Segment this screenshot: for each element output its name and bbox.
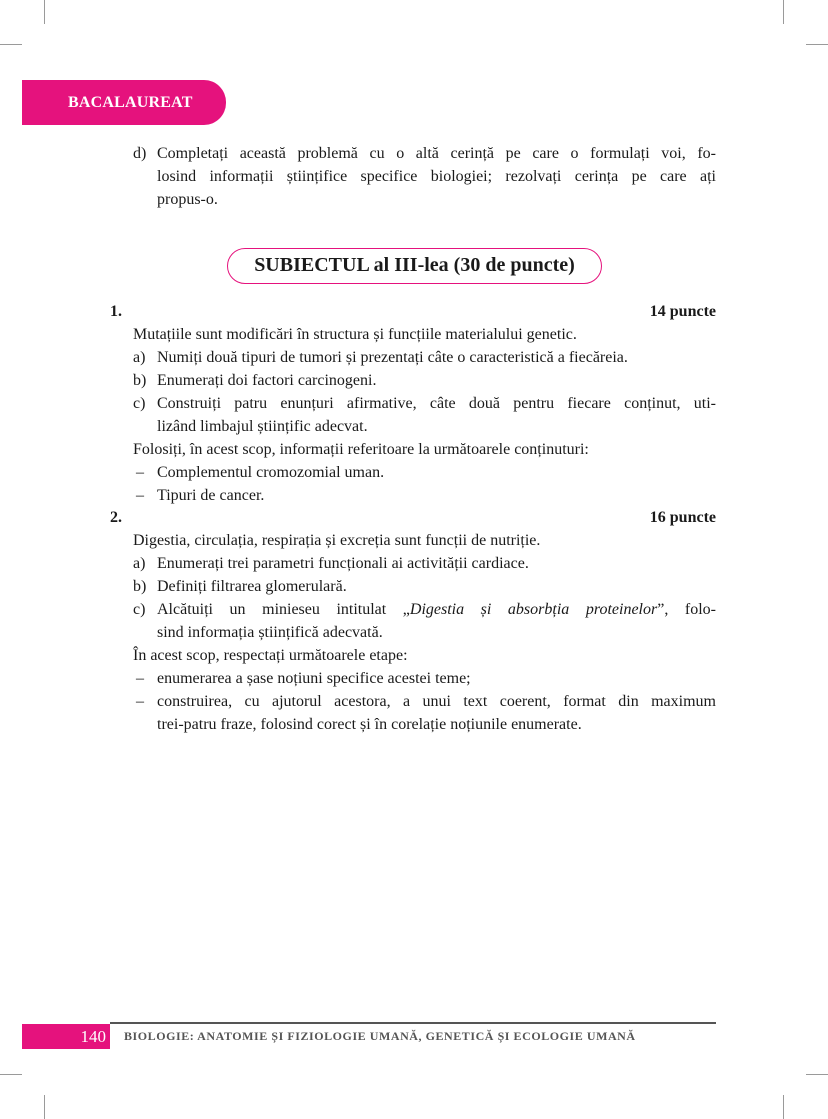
item-text-pre: Alcătuiți un minieseu intitulat „ — [157, 601, 410, 618]
list-item: construirea, cu ajutorul acestora, a unui text coerent, format din maximum — [157, 693, 716, 710]
question-points: 14 puncte — [649, 303, 716, 320]
item-text: sind informația științifică adecvată. — [157, 624, 383, 641]
item-text — [157, 598, 716, 621]
crop-mark — [783, 0, 784, 24]
item-text: Enumerați doi factori carcinogeni. — [157, 372, 377, 389]
question-intro: Mutațiile sunt modificări în structura și funcțiile materialului genetic. — [133, 326, 577, 343]
item-marker: b) — [133, 578, 147, 595]
item-text-line: propus-o. — [157, 191, 218, 208]
item-marker: b) — [133, 372, 147, 389]
crop-mark — [806, 1074, 828, 1075]
section-title: SUBIECTUL al III-lea (30 de puncte) — [227, 248, 602, 284]
question-number: 1. — [110, 303, 122, 320]
item-marker: d) — [133, 145, 147, 162]
crop-mark — [44, 1095, 45, 1119]
dash-marker: – — [136, 464, 144, 481]
crop-mark — [44, 0, 45, 24]
book-title: BIOLOGIE: ANATOMIE ȘI FIZIOLOGIE UMANĂ, GENETICĂ ȘI ECOLOGIE UMANĂ — [124, 1029, 636, 1043]
dash-marker: – — [136, 693, 144, 710]
item-text: Enumerați trei parametri funcționali ai activității cardiace. — [157, 555, 529, 572]
crop-mark — [0, 44, 22, 45]
section-tab: BACALAUREAT — [22, 80, 226, 125]
item-text: Construiți patru enunțuri afirmative, câte două pentru fiecare conținut, uti- — [157, 395, 716, 412]
item-text-line: losind informații științifice specifice biologiei; rezolvați cerința pe care ați — [157, 168, 716, 185]
item-text: Definiți filtrarea glomerulară. — [157, 578, 347, 595]
item-text-line: Completați această problemă cu o altă cerință pe care o formulați voi, fo- — [157, 145, 716, 162]
list-item: trei-patru fraze, folosind corect și în corelație noțiunile enumerate. — [157, 716, 582, 733]
question-points: 16 puncte — [649, 509, 716, 526]
crop-mark — [0, 1074, 22, 1075]
item-text: lizând limbajul științific adecvat. — [157, 418, 368, 435]
crop-mark — [783, 1095, 784, 1119]
item-marker: c) — [133, 601, 146, 618]
item-text: Numiți două tipuri de tumori și prezentați câte o caracteristică a fiecăreia. — [157, 349, 628, 366]
question-number: 2. — [110, 509, 122, 526]
item-text-post: ”, folo- — [657, 601, 717, 618]
essay-title: Digestia și absorbția proteinelor — [409, 601, 658, 618]
footer-rule — [110, 1022, 716, 1024]
item-marker: c) — [133, 395, 146, 412]
list-item: Tipuri de cancer. — [157, 487, 265, 504]
item-marker: a) — [133, 349, 146, 366]
list-item: Complementul cromozomial uman. — [157, 464, 385, 481]
dash-marker: – — [136, 487, 144, 504]
list-item: enumerarea a șase noțiuni specifice acestei teme; — [157, 670, 471, 687]
instruction-text: În acest scop, respectați următoarele etape: — [133, 647, 408, 664]
dash-marker: – — [136, 670, 144, 687]
crop-mark — [806, 44, 828, 45]
item-marker: a) — [133, 555, 146, 572]
instruction-text: Folosiți, în acest scop, informații referitoare la următoarele conținuturi: — [133, 441, 589, 458]
question-intro: Digestia, circulația, respirația și excreția sunt funcții de nutriție. — [133, 532, 541, 549]
page-number: 140 — [22, 1024, 110, 1049]
